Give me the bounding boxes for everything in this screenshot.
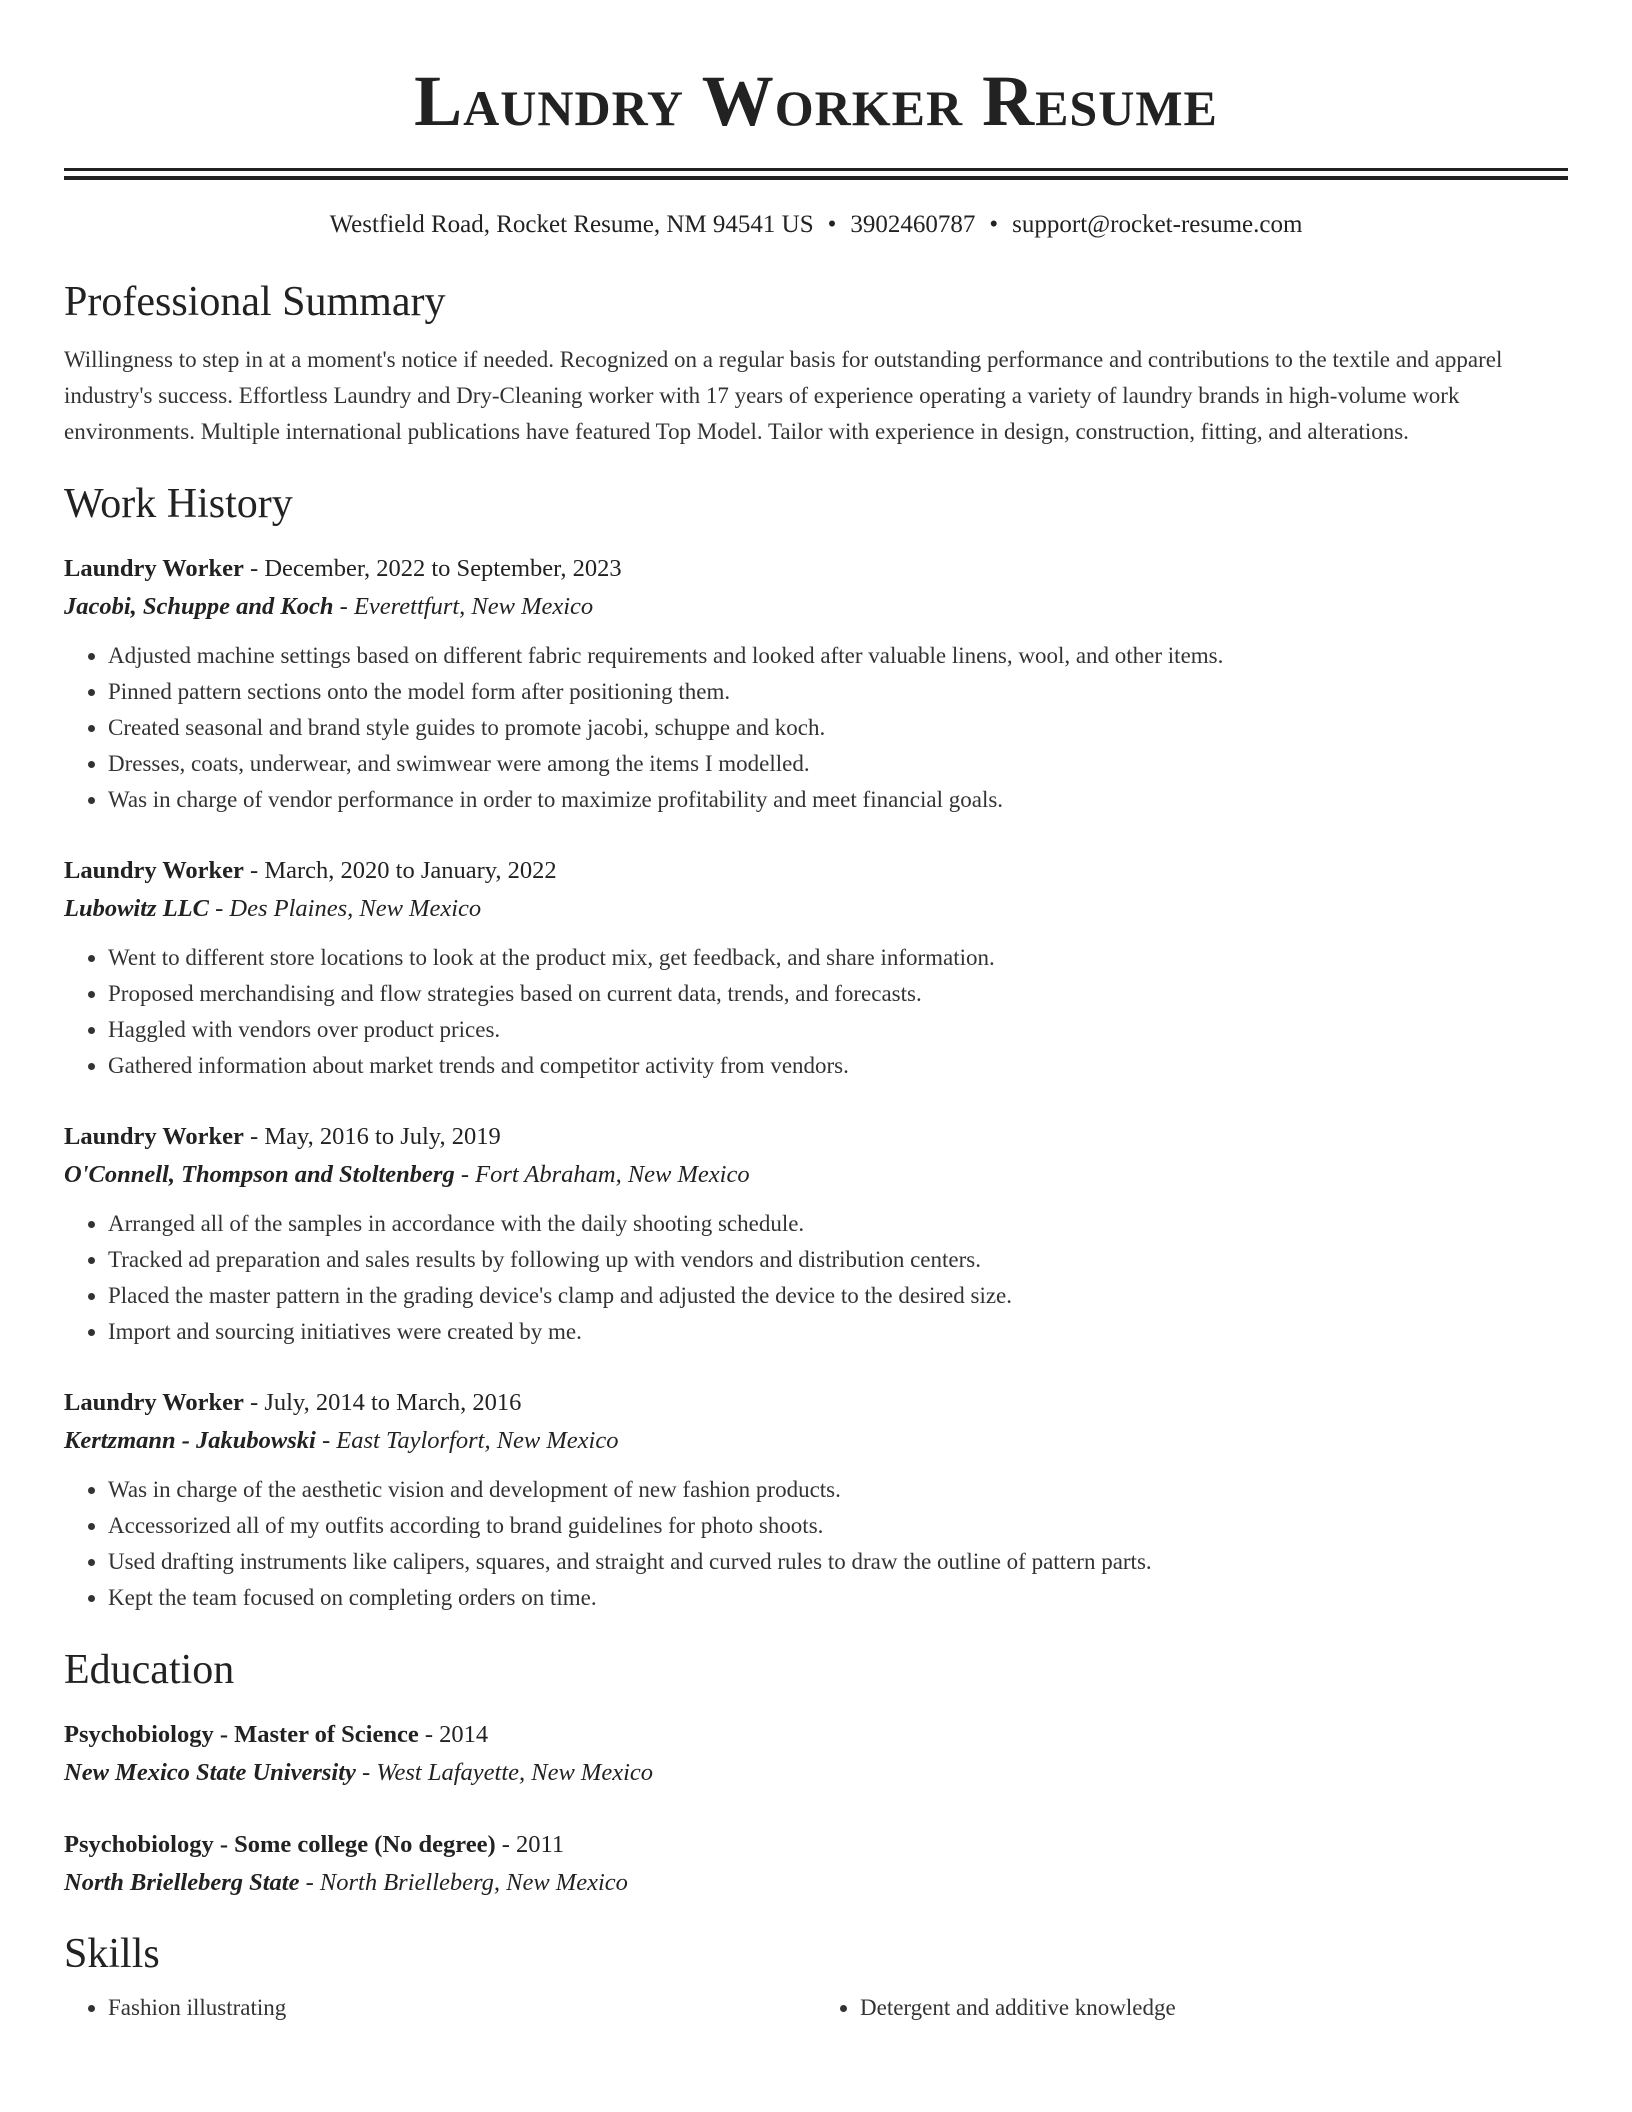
contact-separator: • bbox=[989, 211, 999, 238]
job-dates: - May, 2016 to July, 2019 bbox=[243, 1123, 501, 1150]
job-bullet: • Was in charge of the aesthetic vision and development of new fashion products. bbox=[108, 1472, 1568, 1508]
job-bullet: • Kept the team focused on completing orders on time. bbox=[108, 1580, 1568, 1616]
job-bullets bbox=[64, 638, 1568, 818]
company-line bbox=[64, 890, 1568, 928]
work-history-heading: Work History bbox=[64, 481, 293, 527]
job-dates: - December, 2022 to September, 2023 bbox=[243, 555, 622, 582]
company-location: - East Taylorfort, New Mexico bbox=[315, 1427, 619, 1454]
job-bullet: • Went to different store locations to look at the product mix, get feedback, and share information. bbox=[108, 940, 1568, 976]
education-heading: Education bbox=[64, 1647, 235, 1693]
job-title: Laundry Worker bbox=[64, 555, 244, 582]
job-bullet: • Placed the master pattern in the grading device's clamp and adjusted the device to the desired size. bbox=[108, 1278, 1568, 1314]
job-dates: - July, 2014 to March, 2016 bbox=[243, 1389, 522, 1416]
school-location: - North Brielleberg, New Mexico bbox=[299, 1869, 628, 1896]
contact-separator: • bbox=[827, 211, 837, 238]
contact-phone: 3902460787 bbox=[850, 211, 976, 238]
skill-item: • Fashion illustrating bbox=[108, 1990, 816, 2026]
company-name: Kertzmann - Jakubowski bbox=[64, 1427, 316, 1454]
company-line bbox=[64, 1422, 1568, 1460]
title-double-rule bbox=[64, 168, 1568, 180]
degree-line bbox=[64, 1826, 1568, 1864]
job-entry bbox=[64, 852, 1568, 1084]
job-bullet: • Arranged all of the samples in accordance with the daily shooting schedule. bbox=[108, 1206, 1568, 1242]
job-bullets bbox=[64, 940, 1568, 1084]
degree-name: Psychobiology - Master of Science bbox=[64, 1721, 419, 1748]
job-title: Laundry Worker bbox=[64, 1123, 244, 1150]
job-bullet: • Tracked ad preparation and sales results by following up with vendors and distribution centers. bbox=[108, 1242, 1568, 1278]
job-bullet: • Pinned pattern sections onto the model form after positioning them. bbox=[108, 674, 1568, 710]
degree-line bbox=[64, 1716, 1568, 1754]
job-title-line bbox=[64, 852, 1568, 890]
job-dates: - March, 2020 to January, 2022 bbox=[243, 857, 557, 884]
contact-email: support@rocket-resume.com bbox=[1012, 211, 1303, 238]
company-location: - Everettfurt, New Mexico bbox=[333, 593, 594, 620]
job-entry bbox=[64, 550, 1568, 818]
skill-item: • Detergent and additive knowledge bbox=[860, 1990, 1568, 2026]
job-bullet: • Was in charge of vendor performance in order to maximize profitability and meet financial goals. bbox=[108, 782, 1568, 818]
job-bullet: • Gathered information about market trends and competitor activity from vendors. bbox=[108, 1048, 1568, 1084]
company-name: O'Connell, Thompson and Stoltenberg bbox=[64, 1161, 455, 1188]
job-title-line bbox=[64, 1384, 1568, 1422]
job-title: Laundry Worker bbox=[64, 1389, 244, 1416]
job-bullets bbox=[64, 1206, 1568, 1350]
summary-text: Willingness to step in at a moment's notice if needed. Recognized on a regular basis for outstanding performance and contributions to the textile and apparel industry's success. Effortless Laundry and Dry-Cleaning worker with 17 years of experience operating a variety of laundry brands in high-volume work environments. Multiple international publications have featured Top Model. Tailor with experience in design, construction, fitting, and alterations. bbox=[64, 347, 1503, 444]
company-location: - Fort Abraham, New Mexico bbox=[454, 1161, 750, 1188]
job-title-line bbox=[64, 1118, 1568, 1156]
degree-year: - 2014 bbox=[418, 1721, 489, 1748]
school-line bbox=[64, 1864, 1568, 1902]
company-name: Lubowitz LLC bbox=[64, 895, 209, 922]
education-entry bbox=[64, 1716, 1568, 1792]
degree-name: Psychobiology - Some college (No degree) bbox=[64, 1831, 496, 1858]
job-bullet: • Proposed merchandising and flow strategies based on current data, trends, and forecasts. bbox=[108, 976, 1568, 1012]
skills-list-left bbox=[64, 1990, 816, 2026]
degree-year: - 2011 bbox=[495, 1831, 565, 1858]
skills-list-right bbox=[816, 1990, 1568, 2026]
job-bullet: • Used drafting instruments like calipers, squares, and straight and curved rules to draw the outline of pattern parts. bbox=[108, 1544, 1568, 1580]
job-bullets bbox=[64, 1472, 1568, 1616]
job-bullet: • Import and sourcing initiatives were created by me. bbox=[108, 1314, 1568, 1350]
job-entry bbox=[64, 1384, 1568, 1616]
school-name: New Mexico State University bbox=[64, 1759, 356, 1786]
job-entry bbox=[64, 1118, 1568, 1350]
job-bullet: • Adjusted machine settings based on different fabric requirements and looked after valuable linens, wool, and other items. bbox=[108, 638, 1568, 674]
skills-heading: Skills bbox=[64, 1931, 160, 1977]
contact-address: Westfield Road, Rocket Resume, NM 94541 US bbox=[329, 211, 814, 238]
education-entry bbox=[64, 1826, 1568, 1902]
job-bullet: • Haggled with vendors over product prices. bbox=[108, 1012, 1568, 1048]
job-bullet: • Created seasonal and brand style guides to promote jacobi, schuppe and koch. bbox=[108, 710, 1568, 746]
resume-title: Laundry Worker Resume bbox=[414, 61, 1218, 141]
job-title: Laundry Worker bbox=[64, 857, 244, 884]
school-name: North Brielleberg State bbox=[64, 1869, 300, 1896]
company-line bbox=[64, 588, 1568, 626]
job-title-line bbox=[64, 550, 1568, 588]
contact-line bbox=[64, 208, 1568, 242]
school-location: - West Lafayette, New Mexico bbox=[355, 1759, 654, 1786]
school-line bbox=[64, 1754, 1568, 1792]
company-name: Jacobi, Schuppe and Koch bbox=[64, 593, 334, 620]
skills-columns bbox=[64, 1990, 1568, 2026]
job-bullet: • Accessorized all of my outfits according to brand guidelines for photo shoots. bbox=[108, 1508, 1568, 1544]
summary-heading: Professional Summary bbox=[64, 279, 446, 325]
company-line bbox=[64, 1156, 1568, 1194]
job-bullet: • Dresses, coats, underwear, and swimwear were among the items I modelled. bbox=[108, 746, 1568, 782]
company-location: - Des Plaines, New Mexico bbox=[208, 895, 482, 922]
